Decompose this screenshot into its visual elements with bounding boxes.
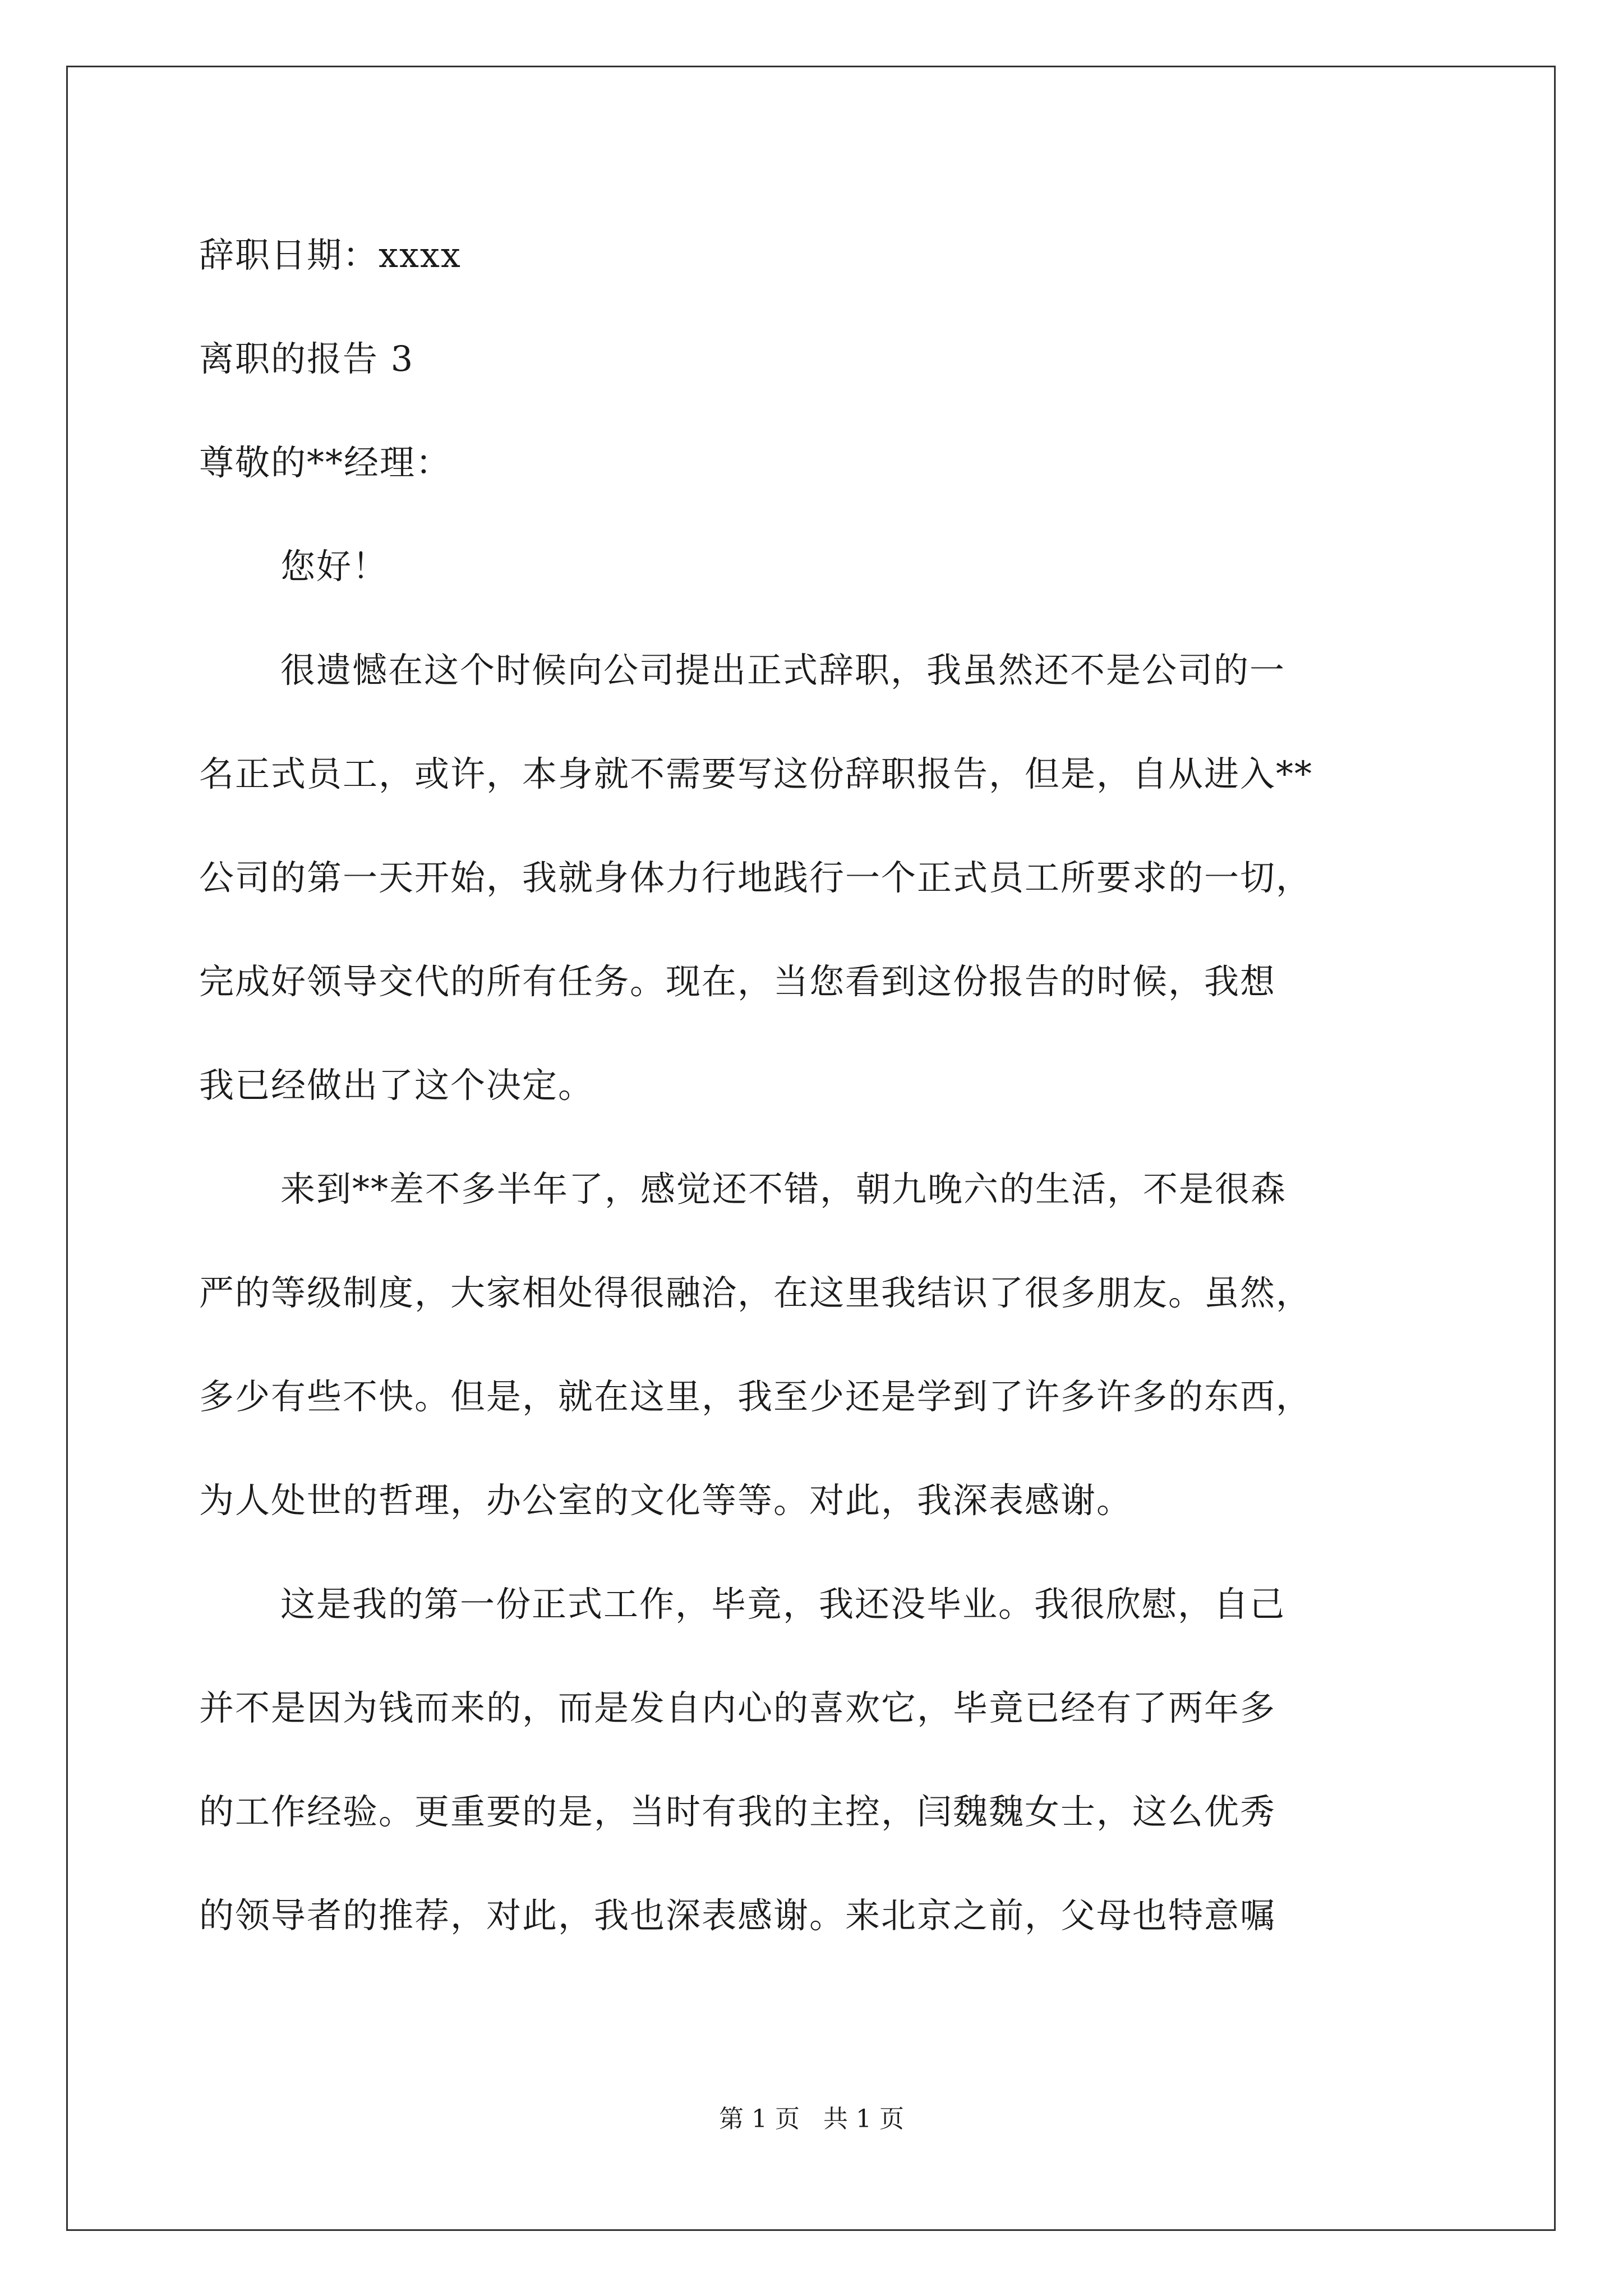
- paragraph-1-line-1: 很遗憾在这个时候向公司提出正式辞职，我虽然还不是公司的一: [280, 650, 1286, 691]
- paragraph-3-line-4: 的领导者的推荐，对此，我也深表感谢。来北京之前，父母也特意嘱: [199, 1895, 1276, 1936]
- greeting: 您好！: [280, 546, 389, 587]
- paragraph-2-line-4: 为人处世的哲理，办公室的文化等等。对此，我深表感谢。: [199, 1480, 1133, 1521]
- document-title: 离职的报告 3: [199, 338, 414, 379]
- paragraph-3-line-3: 的工作经验。更重要的是，当时有我的主控，闫魏魏女士，这么优秀: [199, 1791, 1276, 1832]
- paragraph-1-line-3: 公司的第一天开始，我就身体力行地践行一个正式员工所要求的一切，: [199, 857, 1312, 898]
- paragraph-1-line-2: 名正式员工，或许，本身就不需要写这份辞职报告，但是，自从进入**: [199, 753, 1313, 794]
- paragraph-1-line-5: 我已经做出了这个决定。: [199, 1065, 594, 1106]
- paragraph-2-line-1: 来到**差不多半年了，感觉还不错，朝九晚六的生活，不是很森: [280, 1168, 1287, 1209]
- salutation: 尊敬的**经理：: [199, 442, 452, 483]
- paragraph-2-line-2: 严的等级制度，大家相处得很融洽，在这里我结识了很多朋友。虽然，: [199, 1272, 1312, 1313]
- paragraph-3-line-1: 这是我的第一份正式工作，毕竟，我还没毕业。我很欣慰，自己: [280, 1584, 1286, 1625]
- paragraph-3-line-2: 并不是因为钱而来的，而是发自内心的喜欢它，毕竟已经有了两年多: [199, 1687, 1276, 1728]
- page-number-footer: 第 1 页 共 1 页: [719, 2105, 904, 2133]
- paragraph-1-line-4: 完成好领导交代的所有任务。现在，当您看到这份报告的时候，我想: [199, 961, 1276, 1002]
- resignation-date-line: 辞职日期：xxxx: [199, 234, 462, 275]
- paragraph-2-line-3: 多少有些不快。但是，就在这里，我至少还是学到了许多许多的东西，: [199, 1376, 1312, 1417]
